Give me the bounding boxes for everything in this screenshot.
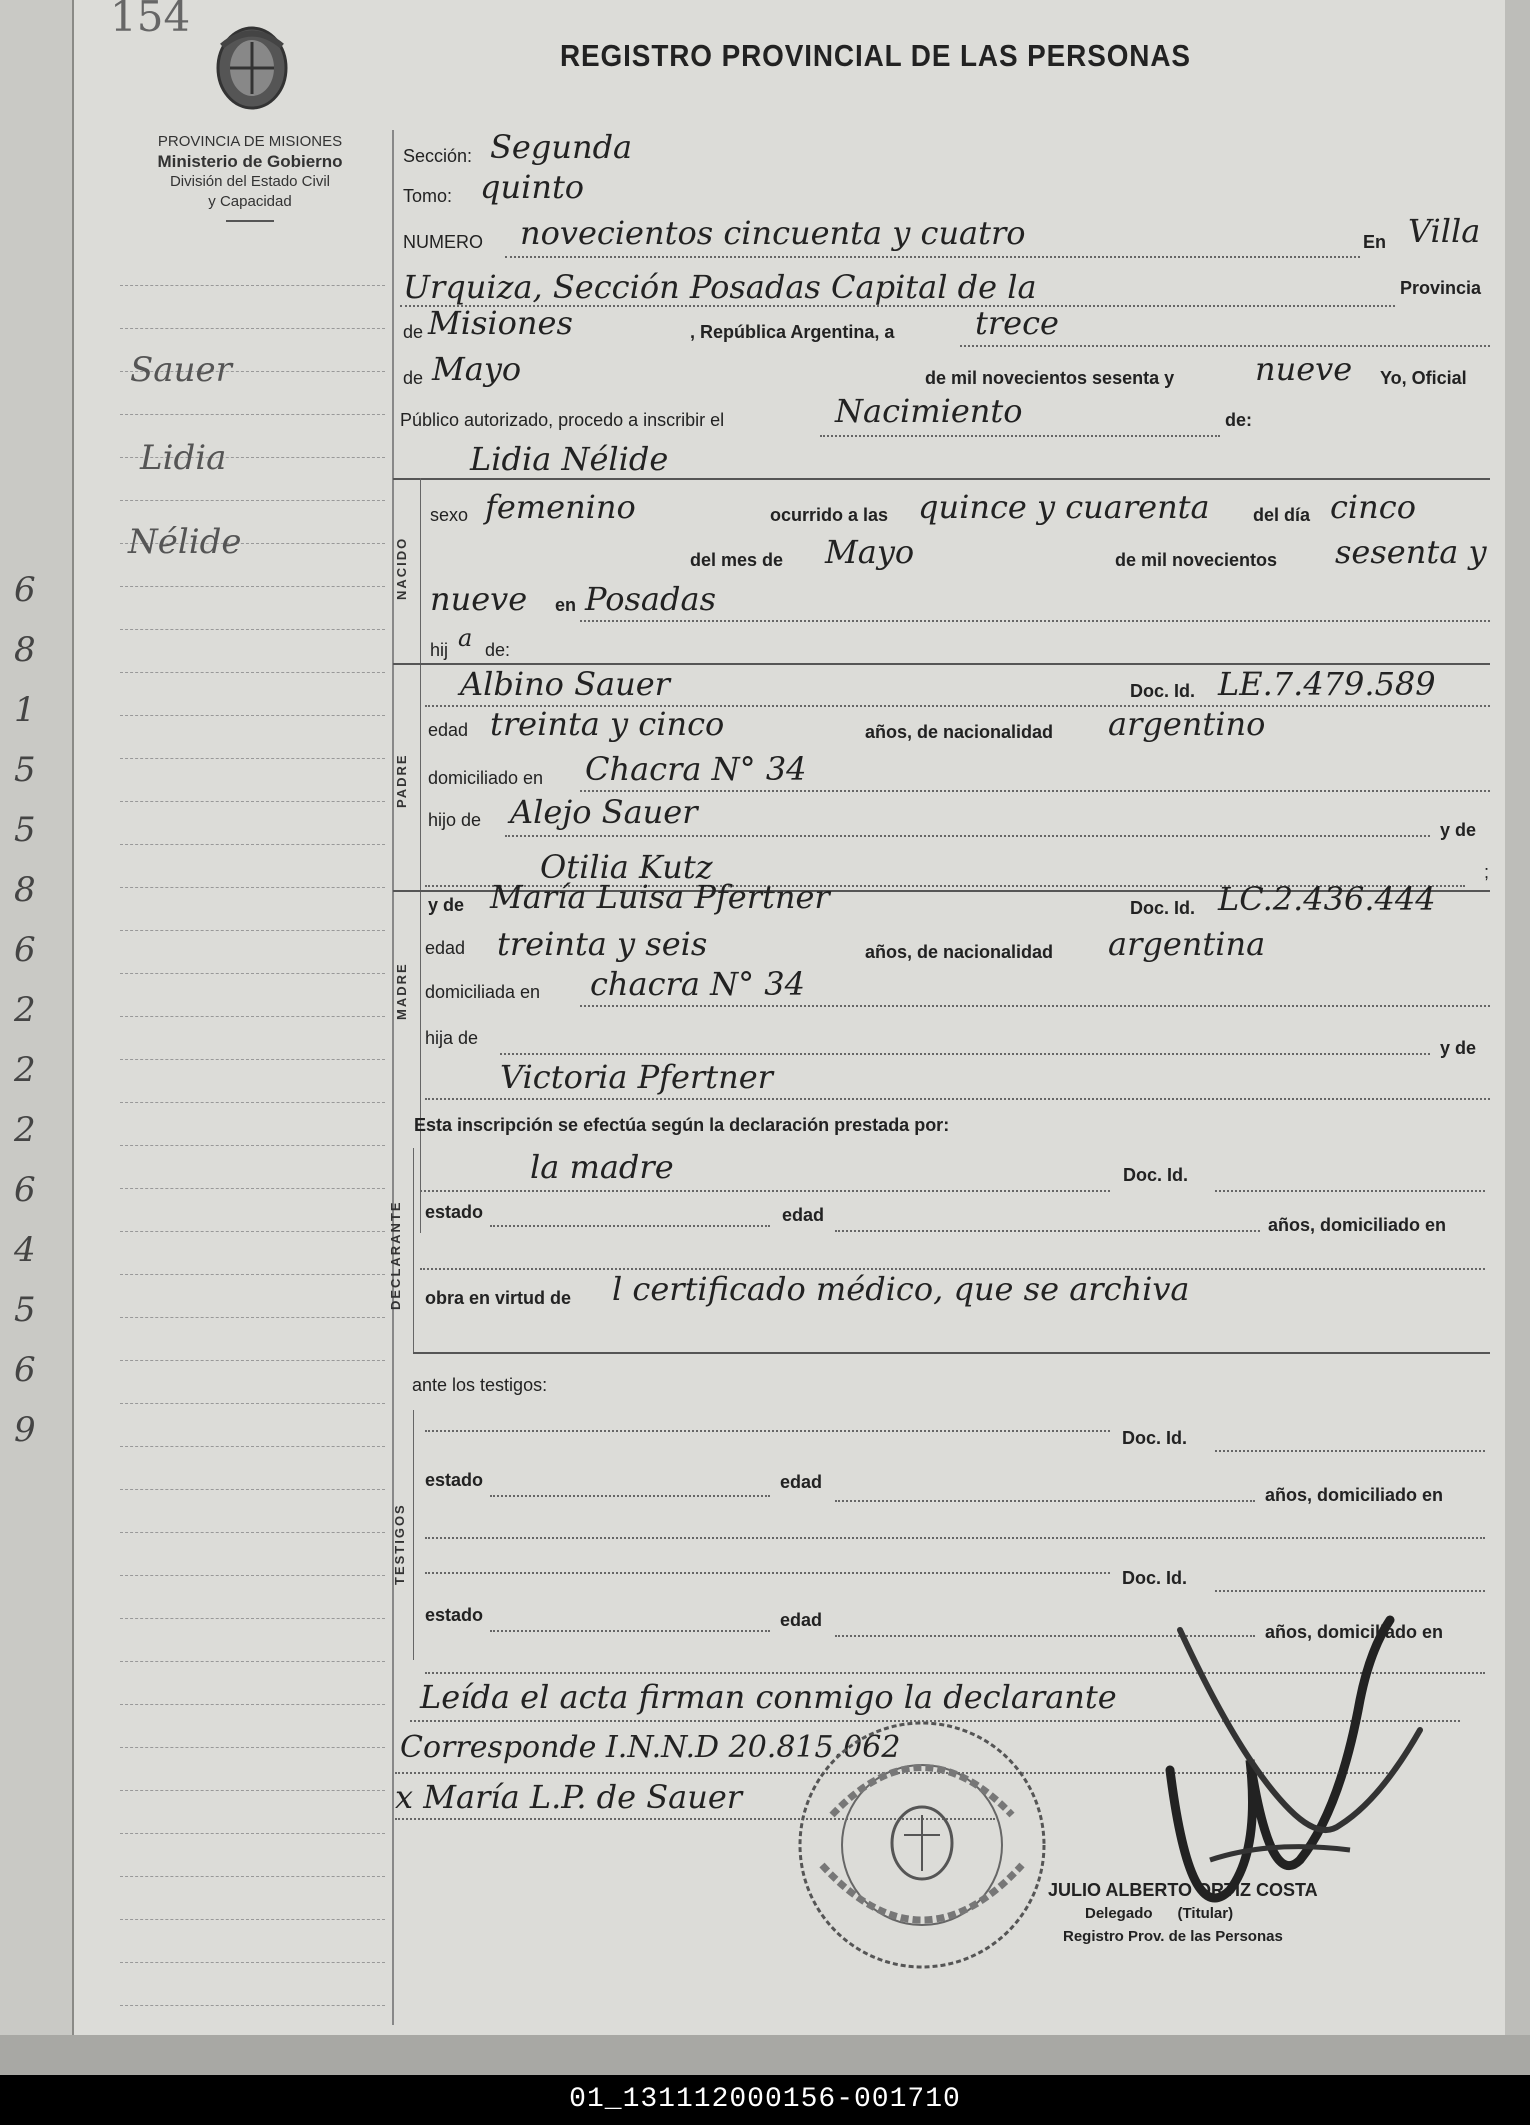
- padre-nac-label: años, de nacionalidad: [865, 722, 1054, 742]
- anio-label: de mil novecientos sesenta y: [925, 368, 1175, 388]
- margin-second-name: Nélide: [128, 522, 242, 562]
- provincia-value: Misiones: [428, 304, 573, 342]
- lugar-value: Urquiza, Sección Posadas Capital de la: [403, 268, 1037, 306]
- de2-label: de: [403, 368, 424, 388]
- margin-ruled-line: [120, 1532, 385, 1533]
- padre-doc-value: LE.7.479.589: [1218, 665, 1436, 703]
- mes-value: Mayo: [432, 350, 522, 388]
- padre-nacionalidad: argentino: [1108, 705, 1266, 743]
- padre-domicilio: Chacra N° 34: [585, 750, 807, 788]
- en-value: Villa: [1408, 212, 1481, 250]
- margin-ruled-line: [120, 1489, 385, 1490]
- margin-ruled-line: [120, 1188, 385, 1189]
- hijo-de-label: de:: [485, 640, 511, 660]
- margin-ruled-line: [120, 1704, 385, 1705]
- province-crest-icon: [202, 16, 302, 116]
- margin-ruled-line: [120, 1747, 385, 1748]
- en-label: En: [1363, 232, 1387, 252]
- margin-ruled-line: [120, 844, 385, 845]
- margin-ruled-line: [120, 1360, 385, 1361]
- anio-value: nueve: [1255, 350, 1353, 388]
- margin-ruled-line: [120, 1919, 385, 1920]
- madre-y-de2-label: y de: [1440, 1038, 1477, 1058]
- de3-label: de:: [1225, 410, 1252, 430]
- padre-hijo-de-label: hijo de: [428, 810, 482, 830]
- madre-nombre: María Luisa Pfertner: [490, 878, 830, 916]
- madre-tag: MADRE: [394, 962, 409, 1020]
- nacido-tag: NACIDO: [394, 536, 409, 600]
- province-label: PROVINCIA DE MISIONES: [157, 133, 343, 150]
- testigo2-dom-label: años, domiciliado en: [1265, 1622, 1444, 1642]
- madre-dom-label: domiciliada en: [425, 982, 541, 1002]
- ocurrido-label: ocurrido a las: [770, 505, 889, 525]
- margin-ruled-line: [120, 285, 385, 286]
- margin-ruled-line: [120, 715, 385, 716]
- padre-madre-de: Otilia Kutz: [540, 848, 713, 886]
- numero-value: novecientos cincuenta y cuatro: [520, 214, 1026, 252]
- oficial-label: Yo, Oficial: [1380, 368, 1467, 388]
- margin-ruled-line: [120, 1833, 385, 1834]
- anio-nacido-value: sesenta y: [1335, 533, 1487, 571]
- margin-ruled-line: [120, 801, 385, 802]
- numero-label: NUMERO: [403, 232, 483, 252]
- margin-ruled-line: [120, 2005, 385, 2006]
- margin-ruled-line: [120, 672, 385, 673]
- declarante-tag: DECLARANTE: [388, 1200, 403, 1310]
- margin-ruled-line: [120, 1661, 385, 1662]
- testigo2-estado-label: estado: [425, 1605, 484, 1625]
- tomo-value: quinto: [480, 168, 585, 206]
- declarante-dom-label: años, domiciliado en: [1268, 1215, 1447, 1235]
- madre-edad-label: edad: [425, 938, 466, 958]
- divider: [226, 220, 274, 222]
- padre-padre-de: Alejo Sauer: [510, 793, 698, 831]
- madre-y-de-label: y de: [428, 895, 465, 915]
- declarante-estado-label: estado: [425, 1202, 484, 1222]
- padre-nombre: Albino Sauer: [460, 665, 670, 703]
- declarante-edad-label: edad: [782, 1205, 825, 1225]
- page-title: REGISTRO PROVINCIAL DE LAS PERSONAS: [560, 38, 1191, 73]
- anio2-value: nueve: [430, 580, 528, 618]
- margin-ruled-line: [120, 1102, 385, 1103]
- margin-ruled-line: [120, 328, 385, 329]
- provincia-label: Provincia: [1400, 278, 1482, 298]
- margin-ruled-line: [120, 1145, 385, 1146]
- mes-nacido-value: Mayo: [825, 533, 915, 571]
- ministry-block: [105, 132, 395, 222]
- margin-ruled-line: [120, 1317, 385, 1318]
- cierre-linea3: x María L.P. de Sauer: [395, 1778, 743, 1816]
- mes-label: del mes de: [690, 550, 784, 570]
- testigo2-doc-label: Doc. Id.: [1122, 1568, 1188, 1588]
- official-seal-icon: [792, 1715, 1052, 1975]
- lugar-nacido-value: Posadas: [585, 580, 716, 618]
- padre-doc-label: Doc. Id.: [1130, 681, 1196, 701]
- margin-surname: Sauer: [130, 350, 232, 390]
- margin-ruled-line: [120, 1403, 385, 1404]
- tomo-label: Tomo:: [403, 186, 453, 206]
- margin-ruled-line: [120, 758, 385, 759]
- hijo-label: hij: [430, 640, 449, 660]
- sexo-label: sexo: [430, 505, 469, 525]
- margin-ruled-line: [120, 1446, 385, 1447]
- madre-edad-value: treinta y seis: [497, 925, 708, 963]
- madre-nac-label: años, de nacionalidad: [865, 942, 1054, 962]
- page-number: 154: [110, 0, 191, 41]
- dia-value: trece: [975, 304, 1059, 342]
- testigos-tag: TESTIGOS: [392, 1503, 407, 1585]
- anio-nacido-label: de mil novecientos: [1115, 550, 1278, 570]
- madre-madre-de: Victoria Pfertner: [500, 1058, 773, 1096]
- padre-dom-label: domiciliado en: [428, 768, 544, 788]
- margin-divider: [392, 130, 394, 2025]
- page-bottom-edge: [0, 2035, 1530, 2075]
- margin-ruled-line: [120, 887, 385, 888]
- image-id-footer: 01_131112000156-001710: [0, 2075, 1530, 2125]
- padre-y-de-label: y de: [1440, 820, 1477, 840]
- cierre-linea1: Leída el acta firman conmigo la declarante: [420, 1678, 1117, 1716]
- official-title: Delegado (Titular): [1085, 1905, 1234, 1922]
- margin-ruled-line: [120, 1962, 385, 1963]
- republica-label: , República Argentina, a: [690, 322, 895, 342]
- binding-marks: 6 8 1 5 5 8 6 2 2 2 6 4 5 6 9: [14, 570, 36, 1450]
- padre-edad-label: edad: [428, 720, 469, 740]
- madre-nacionalidad: argentina: [1108, 925, 1266, 963]
- acto-value: Nacimiento: [835, 392, 1023, 430]
- margin-first-name: Lidia: [140, 438, 227, 478]
- capacity-label: y Capacidad: [208, 193, 292, 210]
- declarante-nombre: la madre: [530, 1148, 674, 1186]
- testigo1-dom-label: años, domiciliado en: [1265, 1485, 1444, 1505]
- dia-nacido-value: cinco: [1330, 488, 1416, 526]
- cierre-linea2: Corresponde I.N.N.D 20.815.062: [400, 1730, 901, 1765]
- margin-ruled-line: [120, 1876, 385, 1877]
- del-dia-label: del día: [1253, 505, 1311, 525]
- margin-ruled-line: [120, 414, 385, 415]
- testigo1-estado-label: estado: [425, 1470, 484, 1490]
- margin-ruled-line: [120, 586, 385, 587]
- testigo2-edad-label: edad: [780, 1610, 823, 1630]
- declarante-obra-value: l certificado médico, que se archiva: [612, 1270, 1190, 1308]
- seccion-value: Segunda: [490, 128, 633, 166]
- margin-ruled-line: [120, 500, 385, 501]
- page-edge: [1505, 0, 1530, 2060]
- en-nacido-label: en: [555, 595, 577, 615]
- margin-ruled-line: [120, 629, 385, 630]
- madre-doc-label: Doc. Id.: [1130, 898, 1196, 918]
- official-registry: Registro Prov. de las Personas: [1063, 1928, 1283, 1945]
- sexo-value: femenino: [485, 488, 636, 526]
- declarante-doc-label: Doc. Id.: [1123, 1165, 1189, 1185]
- official-name: JULIO ALBERTO ORTIZ COSTA: [1048, 1880, 1318, 1900]
- declarante-intro: Esta inscripción se efectúa según la declaración prestada por:: [414, 1115, 950, 1135]
- margin-ruled-line: [120, 1790, 385, 1791]
- declarante-obra-label: obra en virtud de: [425, 1288, 572, 1308]
- nacido-nombre: Lidia Nélide: [470, 440, 669, 478]
- testigo1-edad-label: edad: [780, 1472, 823, 1492]
- de-label: de: [403, 322, 424, 342]
- binding-strip: [0, 0, 74, 2035]
- padre-edad-value: treinta y cinco: [490, 705, 725, 743]
- margin-ruled-line: [120, 1059, 385, 1060]
- testigos-intro: ante los testigos:: [412, 1375, 548, 1395]
- margin-ruled-line: [120, 1274, 385, 1275]
- margin-ruled-line: [120, 1618, 385, 1619]
- margin-ruled-line: [120, 930, 385, 931]
- margin-ruled-line: [120, 973, 385, 974]
- hora-value: quince y cuarenta: [918, 488, 1210, 526]
- padre-tag: PADRE: [394, 753, 409, 808]
- division-label: División del Estado Civil: [169, 173, 331, 190]
- hijo-value: a: [458, 624, 473, 652]
- madre-domicilio: chacra N° 34: [590, 965, 805, 1003]
- margin-ruled-line: [120, 1231, 385, 1232]
- madre-hija-de-label: hija de: [425, 1028, 479, 1048]
- seccion-label: Sección:: [403, 146, 473, 166]
- margin-ruled-line: [120, 1575, 385, 1576]
- semicolon: ;: [1484, 862, 1490, 882]
- margin-ruled-line: [120, 1016, 385, 1017]
- publico-label: Público autorizado, procedo a inscribir el: [400, 410, 725, 430]
- testigo1-doc-label: Doc. Id.: [1122, 1428, 1188, 1448]
- madre-doc-value: LC.2.436.444: [1218, 880, 1436, 918]
- ministry-label: Ministerio de Gobierno: [157, 152, 343, 171]
